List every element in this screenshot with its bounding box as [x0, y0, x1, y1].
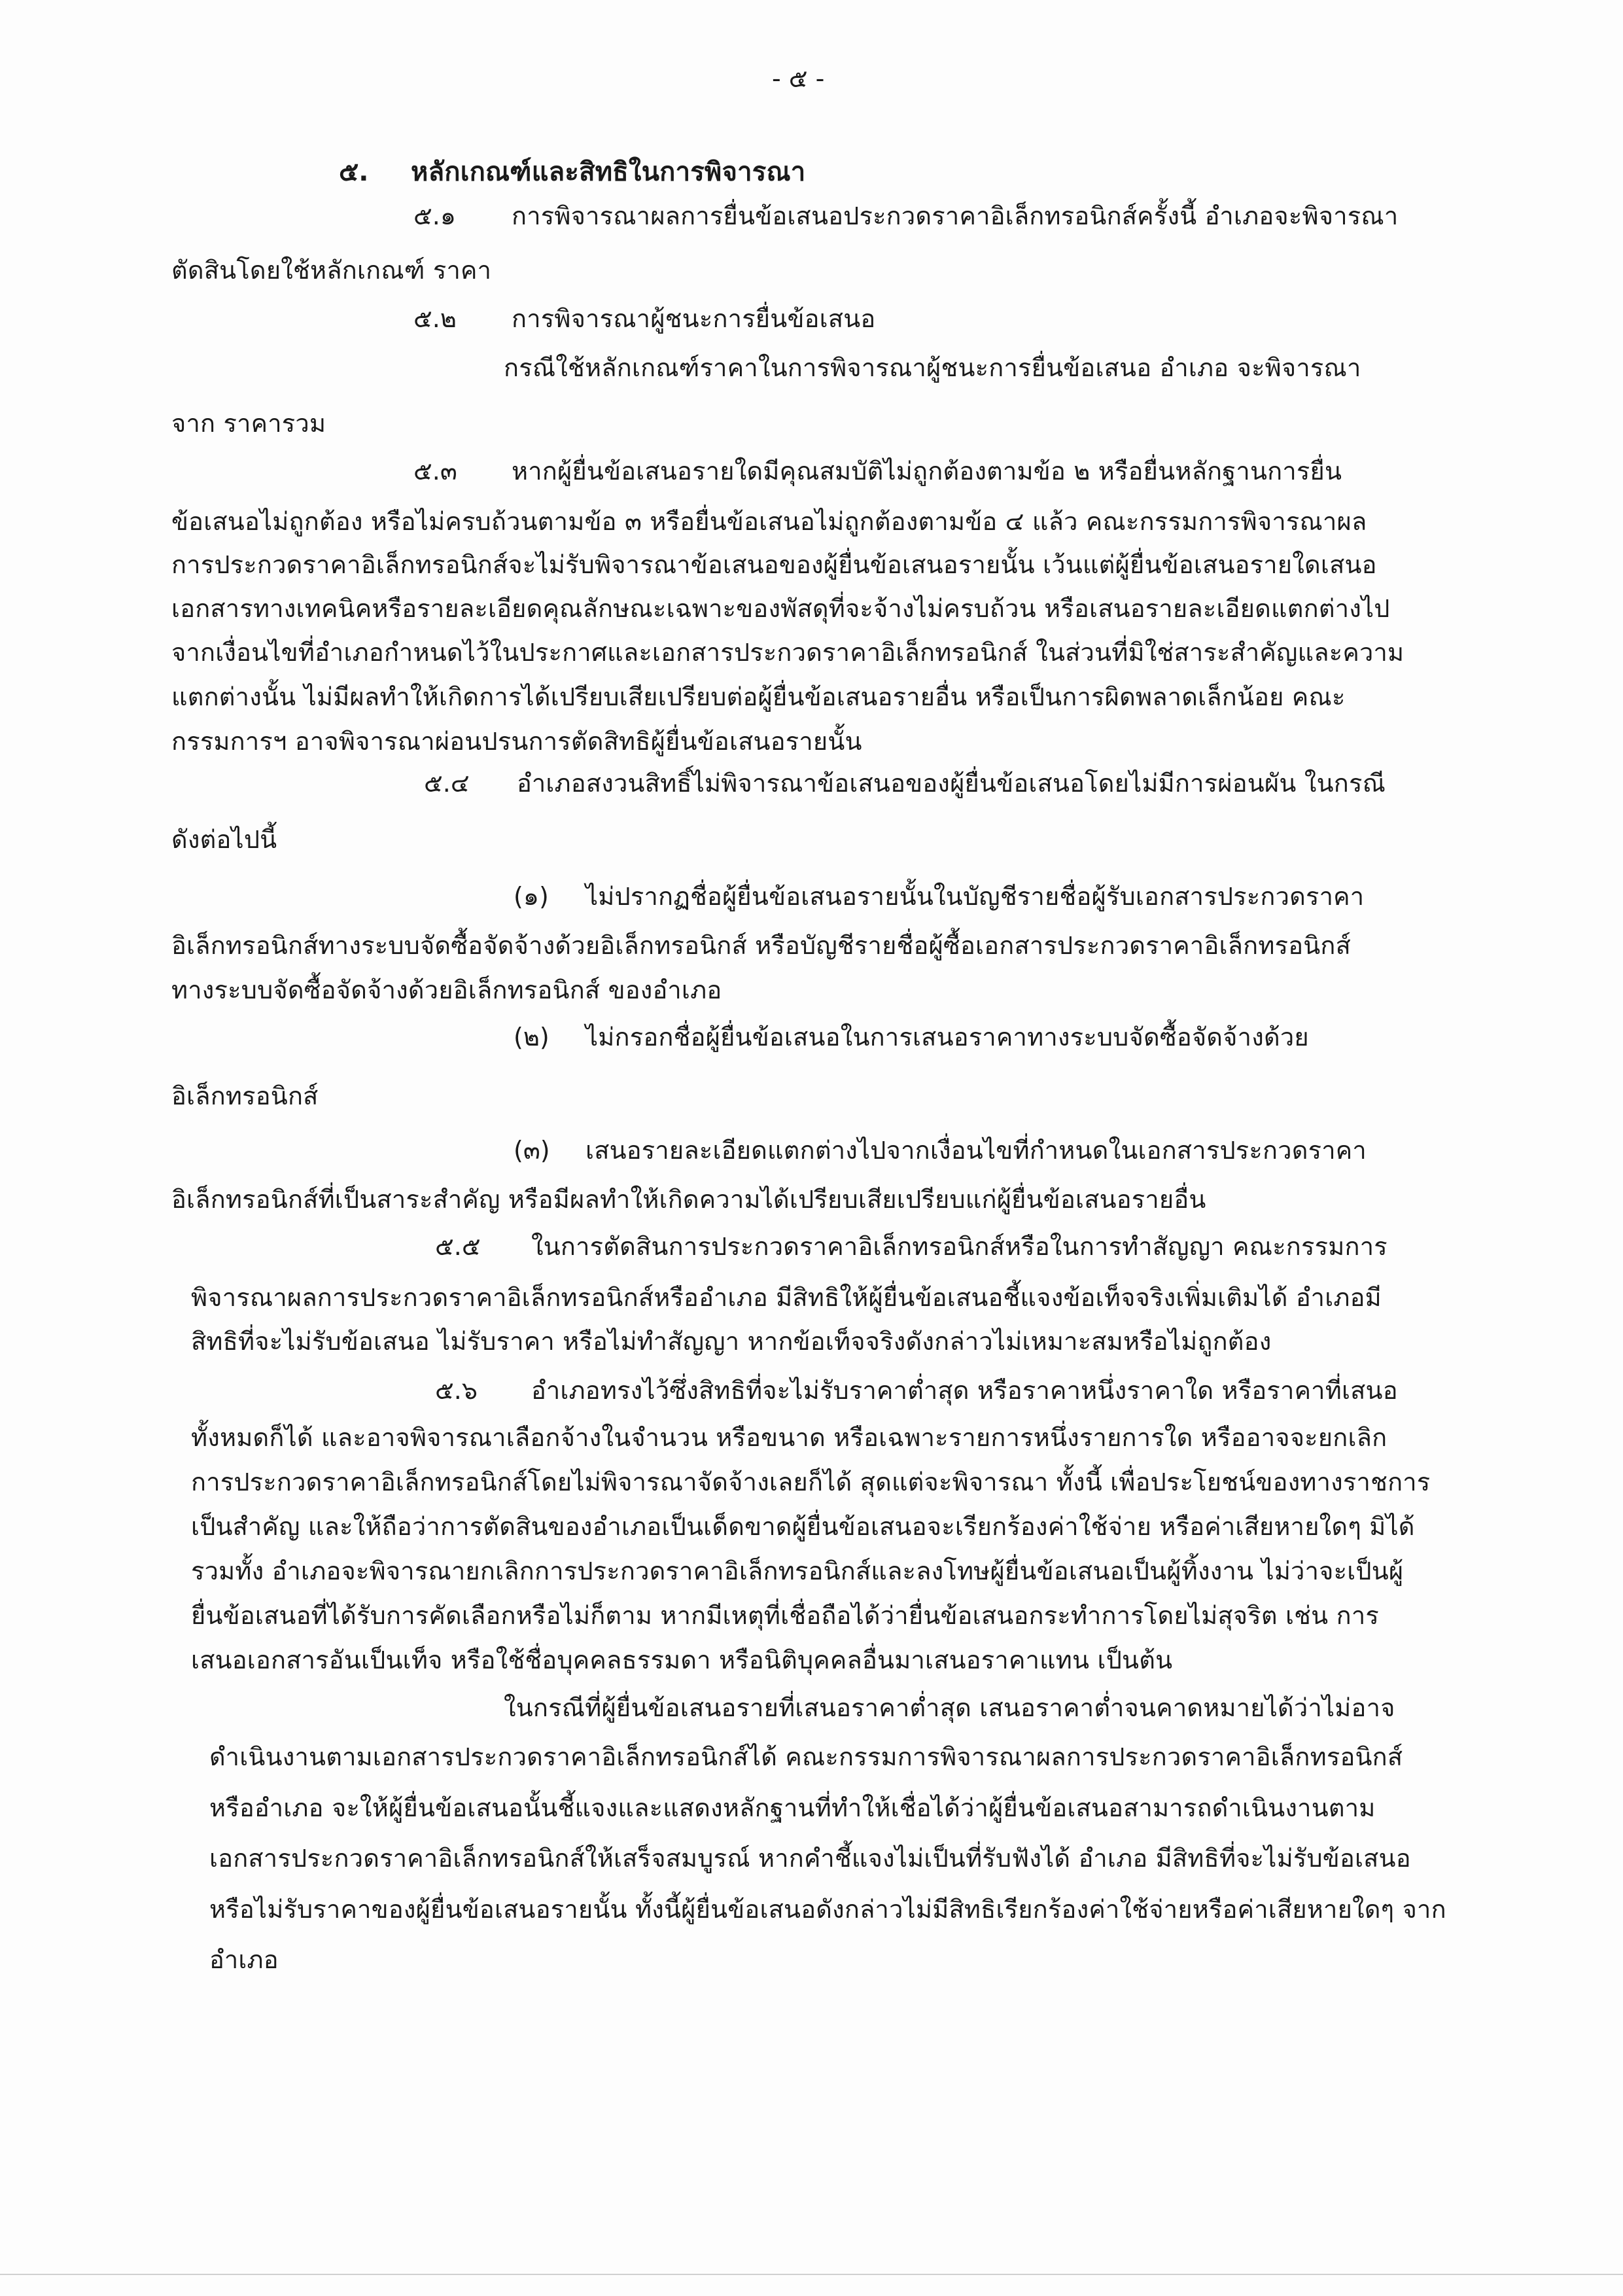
- item-5-6-para-2-line-3: หรืออำเภอ จะให้ผู้ยื่นข้อเสนอนั้นชี้แจงและแสดงหลักฐานที่ทำให้เชื่อได้ว่าผู้ยื่นข้อเสนอสามารถดำเนินงานตาม: [209, 1793, 1376, 1822]
- sub-item-1-line-2: อิเล็กทรอนิกส์ทางระบบจัดซื้อจัดจ้างด้วยอิเล็กทรอนิกส์ หรือบัญชีรายชื่อผู้ซื้อเอกสารประกวดราคาอิเล็กทรอนิกส์: [171, 931, 1352, 960]
- sub-item-3-line-1: เสนอรายละเอียดแตกต่างไปจากเงื่อนไขที่กำหนดในเอกสารประกวดราคา: [585, 1136, 1367, 1165]
- item-5-3-line-1: หากผู้ยื่นข้อเสนอรายใดมีคุณสมบัติไม่ถูกต้องตามข้อ ๒ หรือยื่นหลักฐานการยื่น: [512, 457, 1342, 486]
- item-5-6-line-1: อำเภอทรงไว้ซึ่งสิทธิที่จะไม่รับราคาต่ำสุด หรือราคาหนึ่งราคาใด หรือราคาที่เสนอ: [531, 1376, 1398, 1405]
- item-5-6-line-3: การประกวดราคาอิเล็กทรอนิกส์โดยไม่พิจารณาจัดจ้างเลยก็ได้ สุดแต่จะพิจารณา ทั้งนี้ เพื่อประโยชน์ของทางราชการ: [191, 1468, 1431, 1496]
- page-bottom-rule: [0, 2274, 1623, 2275]
- item-5-1-line-1: การพิจารณาผลการยื่นข้อเสนอประกวดราคาอิเล็กทรอนิกส์ครั้งนี้ อำเภอจะพิจารณา: [512, 202, 1399, 230]
- item-5-3-line-5: จากเงื่อนไขที่อำเภอกำหนดไว้ในประกาศและเอกสารประกวดราคาอิเล็กทรอนิกส์ ในส่วนที่มิใช่สาระสำคัญและความ: [171, 638, 1405, 667]
- item-5-2-line-2: กรณีใช้หลักเกณฑ์ราคาในการพิจารณาผู้ชนะการยื่นข้อเสนอ อำเภอ จะพิจารณา: [504, 353, 1361, 382]
- page-number: - ๕ -: [772, 64, 825, 93]
- item-5-5-line-3: สิทธิที่จะไม่รับข้อเสนอ ไม่รับราคา หรือไม่ทำสัญญา หากข้อเท็จจริงดังกล่าวไม่เหมาะสมหรือไม่ถูกต้อง: [191, 1327, 1272, 1356]
- item-5-3-line-4: เอกสารทางเทคนิคหรือรายละเอียดคุณลักษณะเฉพาะของพัสดุที่จะจ้างไม่ครบถ้วน หรือเสนอรายละเอียดแตกต่างไป: [171, 594, 1390, 623]
- sub-item-3-line-2: อิเล็กทรอนิกส์ที่เป็นสาระสำคัญ หรือมีผลทำให้เกิดความได้เปรียบเสียเปรียบแก่ผู้ยื่นข้อเสนอรายอื่น: [171, 1185, 1206, 1214]
- item-5-3-line-7: กรรมการฯ อาจพิจารณาผ่อนปรนการตัดสิทธิผู้ยื่นข้อเสนอรายนั้น: [171, 727, 862, 756]
- item-5-6-line-5: รวมทั้ง อำเภอจะพิจารณายกเลิกการประกวดราคาอิเล็กทรอนิกส์และลงโทษผู้ยื่นข้อเสนอเป็นผู้ทิ้งงาน ไม่ว่าจะเป็นผู้: [191, 1557, 1404, 1585]
- item-number-5-4: ๕.๔: [424, 769, 470, 798]
- item-5-6-para-2-line-5: หรือไม่รับราคาของผู้ยื่นข้อเสนอรายนั้น ทั้งนี้ผู้ยื่นข้อเสนอดังกล่าวไม่มีสิทธิเรียกร้องค่าใช้จ่ายหรือค่าเสียหายใดๆ จาก: [209, 1895, 1446, 1924]
- item-number-5-3: ๕.๓: [413, 457, 457, 486]
- item-5-1-line-2: ตัดสินโดยใช้หลักเกณฑ์ ราคา: [171, 256, 492, 285]
- sub-item-2-line-2: อิเล็กทรอนิกส์: [171, 1082, 319, 1110]
- item-number-5-1: ๕.๑: [413, 202, 456, 230]
- item-5-6-para-2-line-1: ในกรณีที่ผู้ยื่นข้อเสนอรายที่เสนอราคาต่ำสุด เสนอราคาต่ำจนคาดหมายได้ว่าไม่อาจ: [504, 1693, 1395, 1722]
- item-5-3-line-2: ข้อเสนอไม่ถูกต้อง หรือไม่ครบถ้วนตามข้อ ๓ หรือยื่นข้อเสนอไม่ถูกต้องตามข้อ ๔ แล้ว คณะกรรมการพิจารณาผล: [171, 507, 1367, 536]
- item-5-6-para-2-line-6: อำเภอ: [209, 1945, 279, 1974]
- item-5-6-line-6: ยื่นข้อเสนอที่ได้รับการคัดเลือกหรือไม่ก็ตาม หากมีเหตุที่เชื่อถือได้ว่ายื่นข้อเสนอกระทำการโดยไม่สุจริต เช่น การ: [191, 1601, 1379, 1630]
- sub-item-1-line-1: ไม่ปรากฏชื่อผู้ยื่นข้อเสนอรายนั้นในบัญชีรายชื่อผู้รับเอกสารประกวดราคา: [585, 882, 1365, 911]
- item-5-4-line-1: อำเภอสงวนสิทธิ์ไม่พิจารณาข้อเสนอของผู้ยื่นข้อเสนอโดยไม่มีการผ่อนผัน ในกรณี: [517, 769, 1386, 798]
- item-5-6-line-7: เสนอเอกสารอันเป็นเท็จ หรือใช้ชื่อบุคคลธรรมดา หรือนิติบุคคลอื่นมาเสนอราคาแทน เป็นต้น: [191, 1646, 1173, 1674]
- item-5-4-line-2: ดังต่อไปนี้: [171, 825, 277, 854]
- item-5-2-line-1: การพิจารณาผู้ชนะการยื่นข้อเสนอ: [512, 304, 876, 333]
- item-5-3-line-3: การประกวดราคาอิเล็กทรอนิกส์จะไม่รับพิจารณาข้อเสนอของผู้ยื่นข้อเสนอรายนั้น เว้นแต่ผู้ยื่นข้อเสนอรายใดเสนอ: [171, 550, 1377, 579]
- item-5-6-line-4: เป็นสำคัญ และให้ถือว่าการตัดสินของอำเภอเป็นเด็ดขาดผู้ยื่นข้อเสนอจะเรียกร้องค่าใช้จ่าย หรือค่าเสียหายใดๆ มิได้: [191, 1512, 1415, 1541]
- item-5-6-para-2-line-2: ดำเนินงานตามเอกสารประกวดราคาอิเล็กทรอนิกส์ได้ คณะกรรมการพิจารณาผลการประกวดราคาอิเล็กทรอนิกส์: [209, 1742, 1403, 1771]
- item-5-6-line-2: ทั้งหมดก็ได้ และอาจพิจารณาเลือกจ้างในจำนวน หรือขนาด หรือเฉพาะรายการหนึ่งรายการใด หรืออาจจะยกเลิก: [191, 1423, 1387, 1452]
- item-number-5-6: ๕.๖: [435, 1376, 478, 1405]
- item-number-5-2: ๕.๒: [413, 304, 457, 333]
- section-number: ๕.: [339, 157, 369, 187]
- sub-item-number-2: (๒): [514, 1023, 550, 1051]
- item-5-5-line-2: พิจารณาผลการประกวดราคาอิเล็กทรอนิกส์หรืออำเภอ มีสิทธิให้ผู้ยื่นข้อเสนอชี้แจงข้อเท็จจริงเพิ่มเติมได้ อำเภอมี: [191, 1283, 1382, 1312]
- sub-item-number-3: (๓): [514, 1136, 550, 1165]
- item-5-3-line-6: แตกต่างนั้น ไม่มีผลทำให้เกิดการได้เปรียบเสียเปรียบต่อผู้ยื่นข้อเสนอรายอื่น หรือเป็นการผิดพลาดเล็กน้อย คณะ: [171, 682, 1346, 711]
- sub-item-number-1: (๑): [514, 882, 549, 911]
- sub-item-1-line-3: ทางระบบจัดซื้อจัดจ้างด้วยอิเล็กทรอนิกส์ ของอำเภอ: [171, 976, 722, 1004]
- item-5-5-line-1: ในการตัดสินการประกวดราคาอิเล็กทรอนิกส์หรือในการทำสัญญา คณะกรรมการ: [531, 1232, 1387, 1261]
- item-number-5-5: ๕.๕: [435, 1232, 481, 1261]
- sub-item-2-line-1: ไม่กรอกชื่อผู้ยื่นข้อเสนอในการเสนอราคาทางระบบจัดซื้อจัดจ้างด้วย: [585, 1023, 1309, 1051]
- item-5-2-line-3: จาก ราคารวม: [171, 409, 326, 438]
- item-5-6-para-2-line-4: เอกสารประกวดราคาอิเล็กทรอนิกส์ให้เสร็จสมบูรณ์ หากคำชี้แจงไม่เป็นที่รับฟังได้ อำเภอ มีสิทธิที่จะไม่รับข้อเสนอ: [209, 1844, 1411, 1873]
- section-title: หลักเกณฑ์และสิทธิในการพิจารณา: [411, 157, 806, 187]
